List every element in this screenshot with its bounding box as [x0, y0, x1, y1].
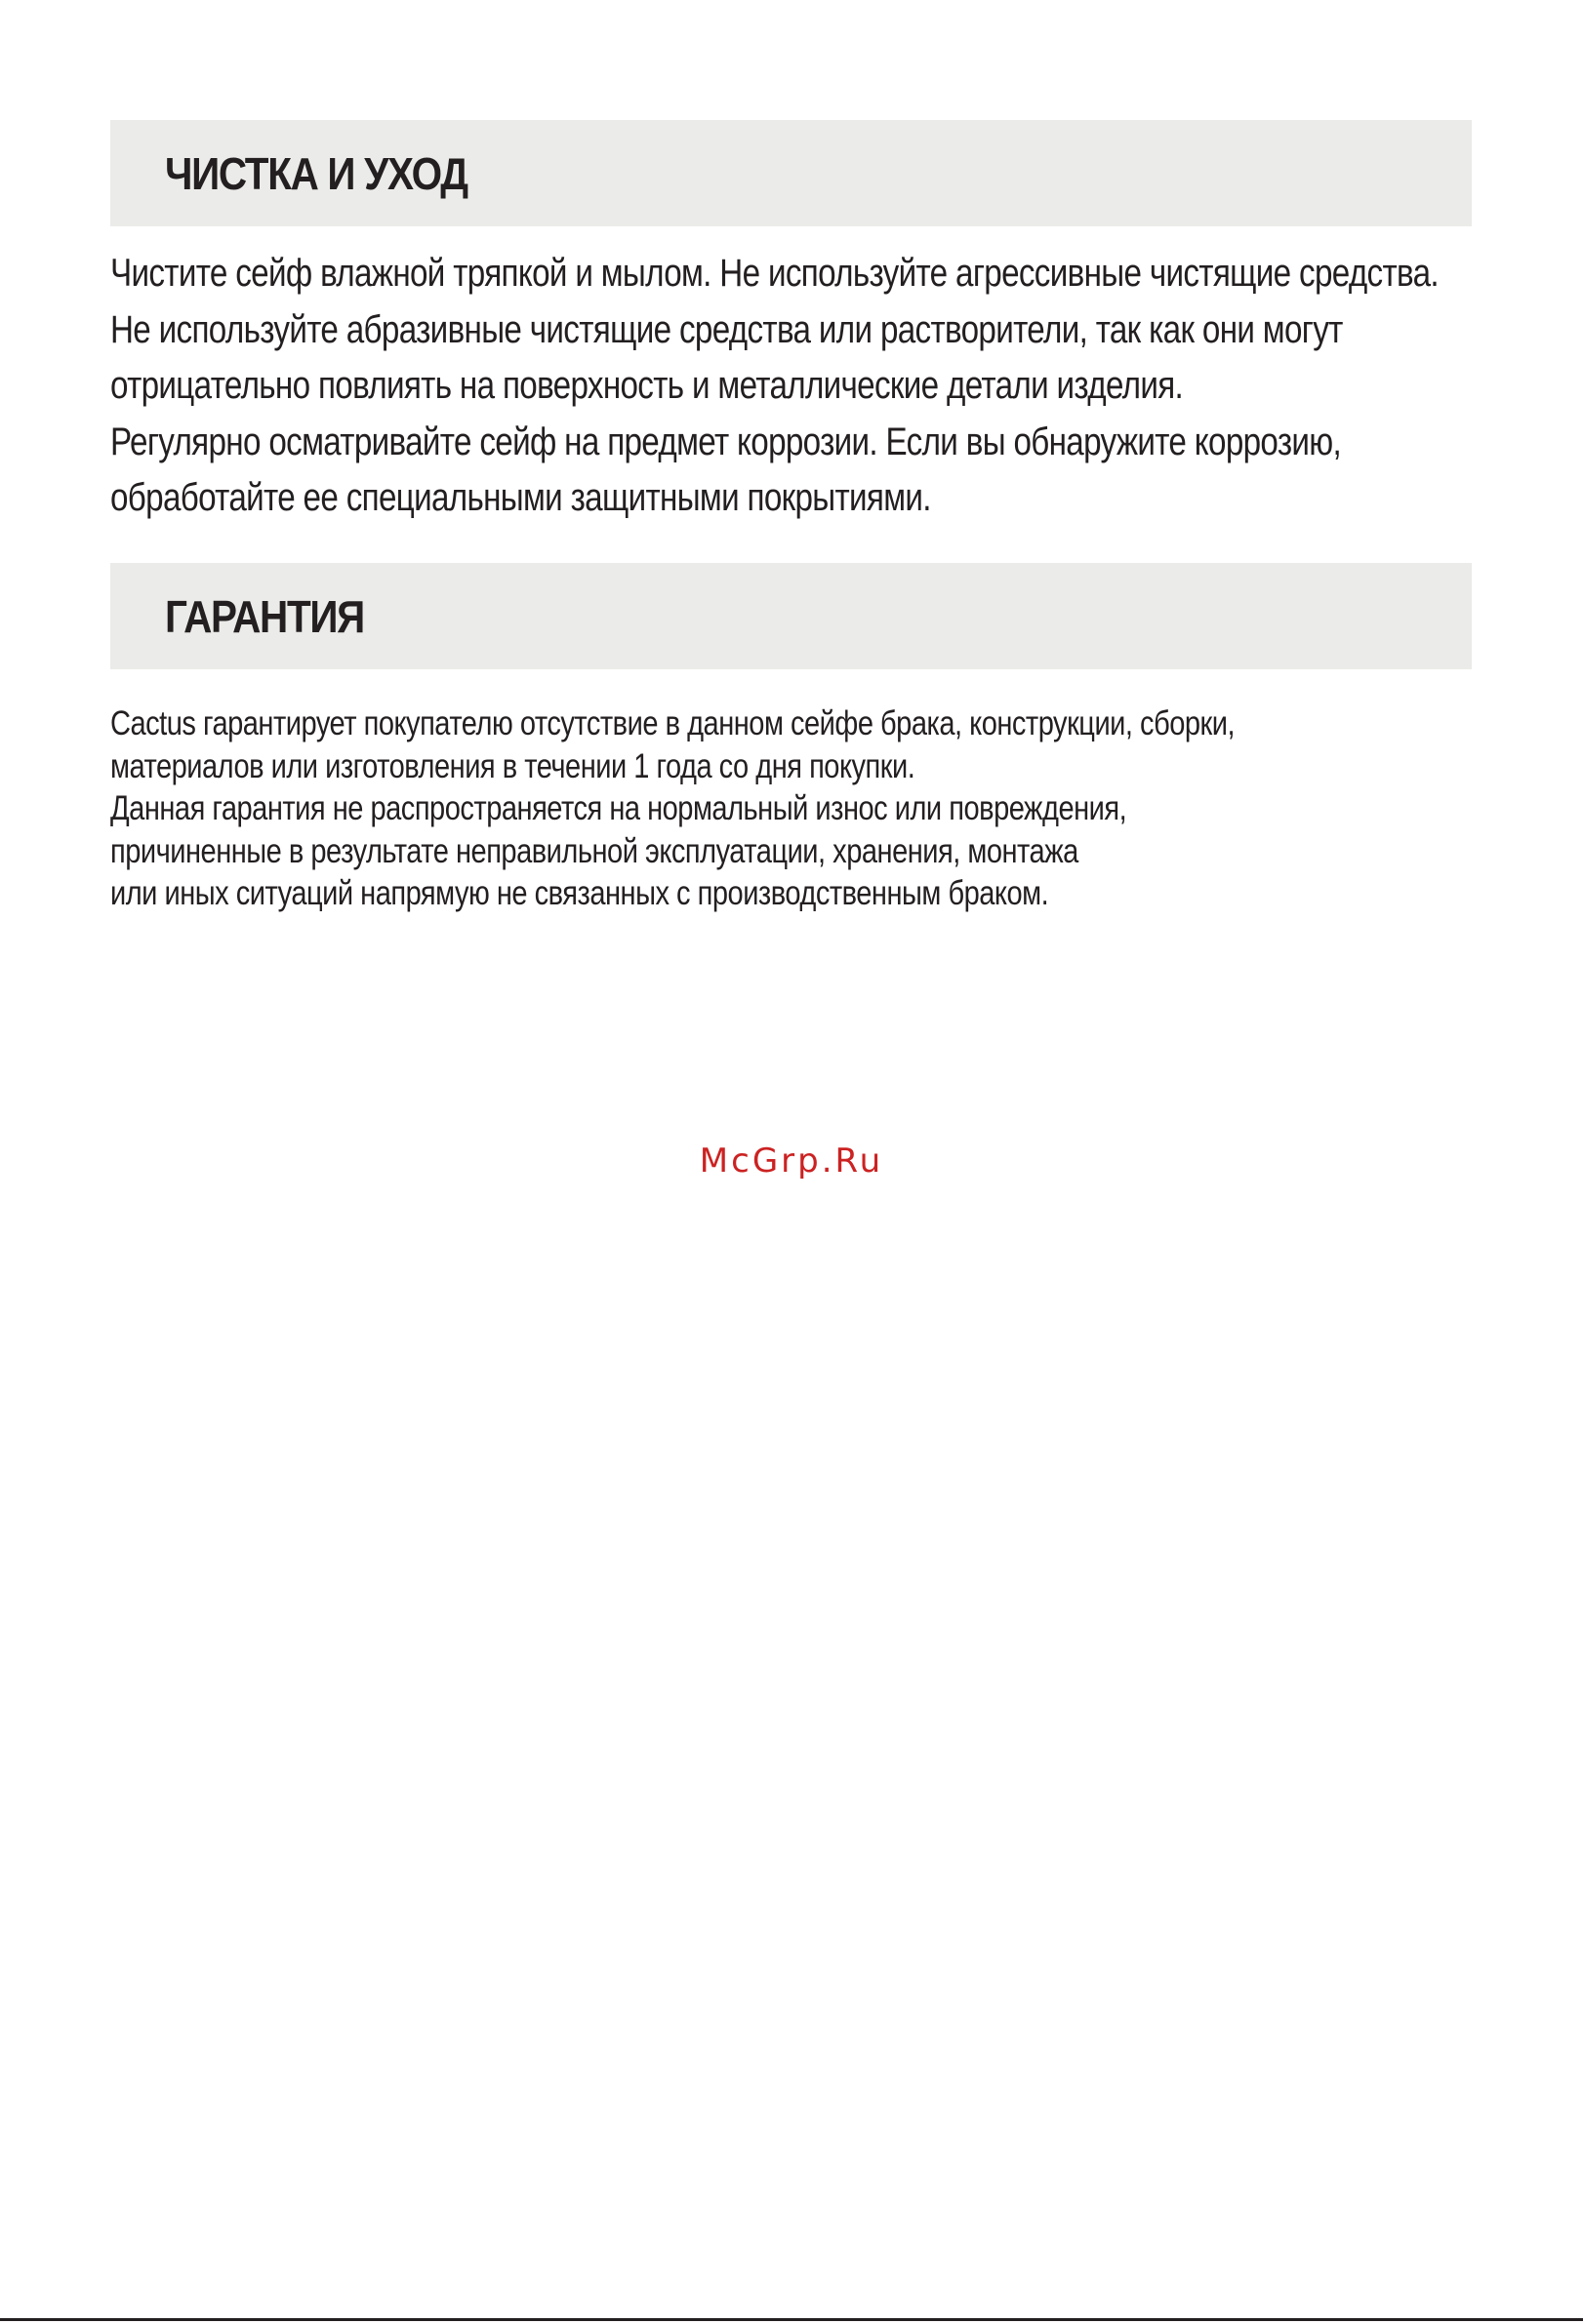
- section-title-care: ЧИСТКА И УХОД: [165, 147, 467, 199]
- bottom-divider: [0, 2318, 1583, 2321]
- care-line: отрицательно повлиять на поверхность и металлические детали изделия.: [110, 364, 1184, 407]
- section-title-warranty: ГАРАНТИЯ: [165, 590, 364, 642]
- care-line: обработайте ее специальными защитными покрытиями.: [110, 476, 931, 519]
- warranty-line: материалов или изготовления в течении 1 года со дня покупки.: [110, 746, 915, 785]
- care-paragraph: [110, 246, 1535, 527]
- warranty-line: Cactus гарантирует покупателю отсутствие в данном сейфе брака, конструкции, сборки,: [110, 704, 1236, 742]
- warranty-paragraph: [110, 702, 1535, 915]
- care-line: Не используйте абразивные чистящие средства или растворители, так как они могут: [110, 307, 1343, 351]
- section-header-care: [110, 120, 1472, 226]
- care-line: Чистите сейф влажной тряпкой и мылом. Не используйте агрессивные чистящие средства.: [110, 252, 1439, 295]
- warranty-line: Данная гарантия не распространяется на нормальный износ или повреждения,: [110, 789, 1127, 827]
- section-header-warranty: [110, 563, 1472, 669]
- watermark-link[interactable]: McGrp.Ru: [699, 1142, 884, 1181]
- warranty-line: причиненные в результате неправильной эксплуатации, хранения, монтажа: [110, 831, 1078, 870]
- warranty-line: или иных ситуаций напрямую не связанных с производственным браком.: [110, 874, 1049, 912]
- care-line: Регулярно осматривайте сейф на предмет коррозии. Если вы обнаружите коррозию,: [110, 420, 1342, 463]
